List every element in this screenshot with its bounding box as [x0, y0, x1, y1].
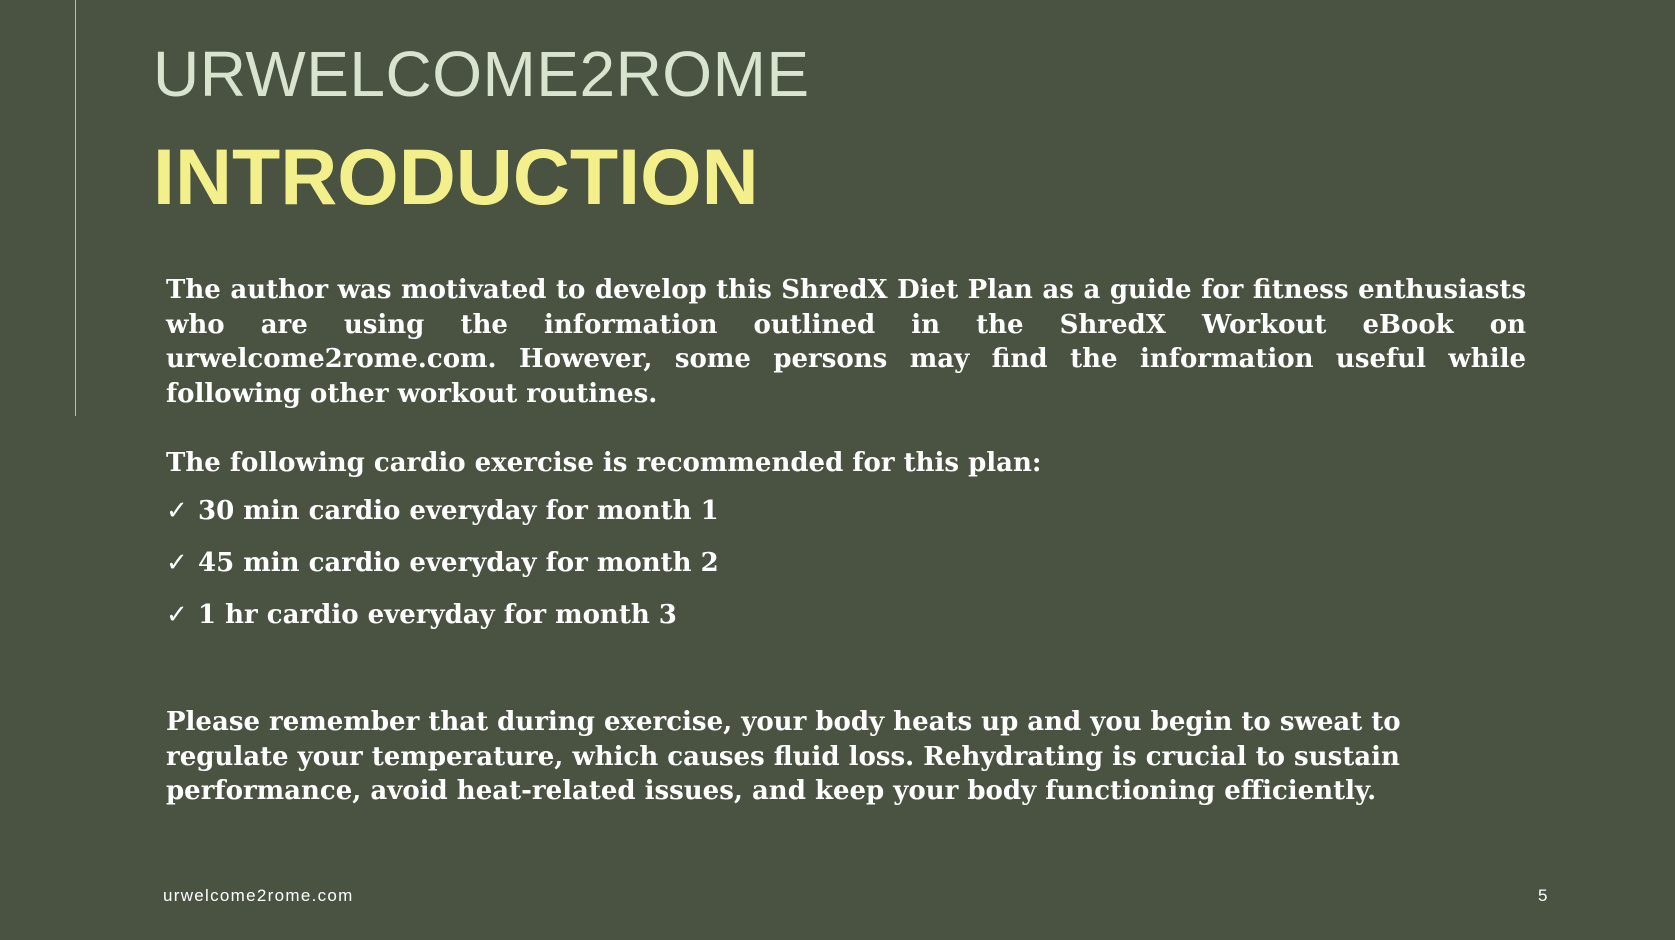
brand-heading: URWELCOME2ROME	[153, 38, 810, 110]
cardio-intro-paragraph: The following cardio exercise is recommended for this plan:	[166, 448, 1042, 478]
page-title: INTRODUCTION	[153, 132, 759, 221]
check-mark-icon: ✓	[166, 600, 188, 630]
checklist-item-text: 30 min cardio everyday for month 1	[198, 496, 719, 526]
check-mark-icon: ✓	[166, 548, 188, 578]
hydration-paragraph: Please remember that during exercise, your body heats up and you begin to sweat to regulate your temperature, which causes fluid loss. Rehydrating is crucial to sustain performance, avoid heat-related issues, and keep your body functioning efficiently.	[166, 707, 1401, 806]
accent-divider-line	[75, 0, 76, 416]
checklist-item	[166, 598, 719, 650]
cardio-checklist	[166, 494, 719, 650]
check-mark-icon: ✓	[166, 496, 188, 526]
page-number: 5	[1538, 886, 1548, 905]
checklist-item-text: 45 min cardio everyday for month 2	[198, 548, 719, 578]
footer-url: urwelcome2rome.com	[163, 886, 354, 905]
checklist-item-text: 1 hr cardio everyday for month 3	[198, 600, 677, 630]
intro-paragraph: The author was motivated to develop this ShredX Diet Plan as a guide for fitness enthusiasts who are using the information outlined in the ShredX Workout eBook on urwelcome2rome.com. However, some persons may find the information useful while following other workout routines.	[166, 275, 1526, 409]
checklist-item	[166, 494, 719, 546]
checklist-item	[166, 546, 719, 598]
